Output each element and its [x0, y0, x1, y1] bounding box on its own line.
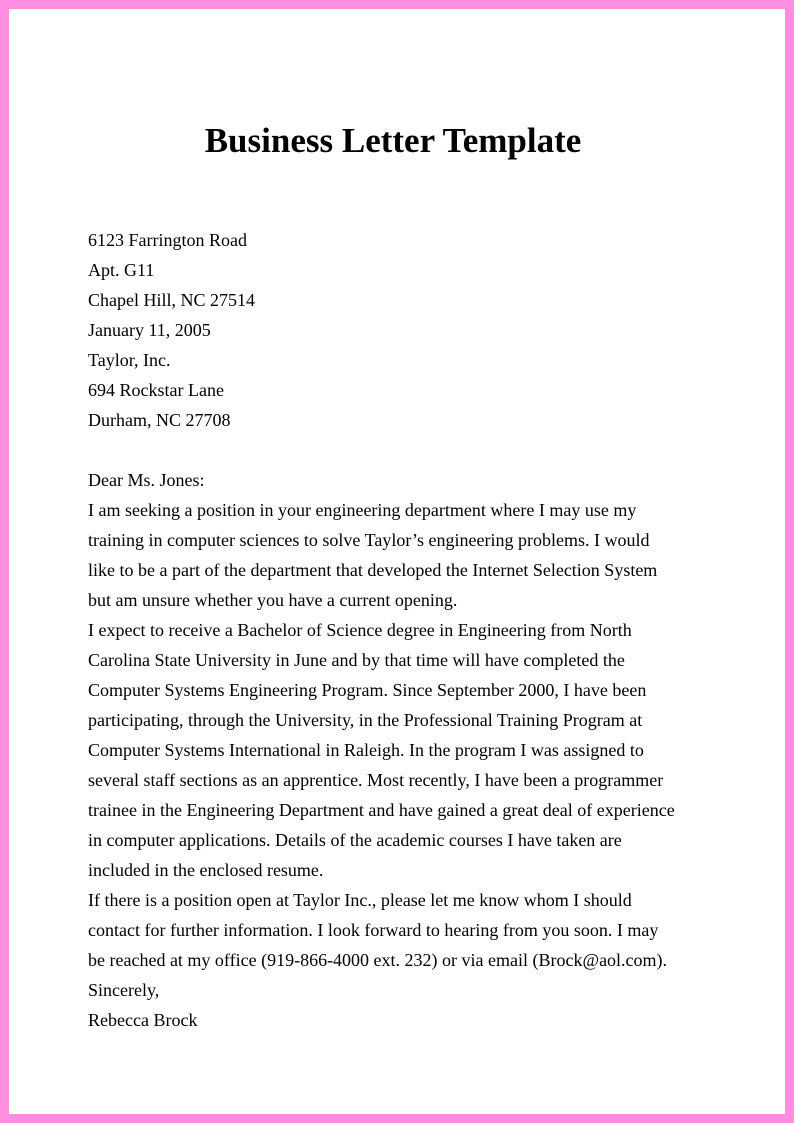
sender-address — [88, 225, 728, 315]
paragraph-line: contact for further information. I look forward to hearing from you soon. I may — [88, 920, 659, 940]
paragraph-2 — [88, 615, 728, 885]
letter-body — [88, 225, 728, 1035]
paragraph-line: be reached at my office (919-866-4000 ext. 232) or via email (Brock@aol.com). — [88, 950, 668, 970]
paragraph-line: I am seeking a position in your engineering department where I may use my — [88, 500, 637, 520]
spacer — [88, 435, 728, 465]
paragraph-3 — [88, 885, 728, 975]
paragraph-line: If there is a position open at Taylor Inc., please let me know whom I should — [88, 890, 632, 910]
document-title: Business Letter Template — [204, 121, 582, 160]
sender-address-line: Apt. G11 — [88, 260, 155, 280]
recipient-address-line: Taylor, Inc. — [88, 350, 171, 370]
closing: Sincerely, — [88, 980, 160, 1000]
paragraph-line: like to be a part of the department that developed the Internet Selection System — [88, 560, 658, 580]
recipient-address-line: Durham, NC 27708 — [88, 410, 231, 430]
recipient-address — [88, 345, 728, 435]
paragraph-line: participating, through the University, in the Professional Training Program at — [88, 710, 643, 730]
paragraph-line: included in the enclosed resume. — [88, 860, 324, 880]
paragraph-line: Computer Systems Engineering Program. Since September 2000, I have been — [88, 680, 647, 700]
paragraph-line: Carolina State University in June and by that time will have completed the — [88, 650, 625, 670]
paragraph-line: trainee in the Engineering Department and have gained a great deal of experience — [88, 800, 675, 820]
sender-address-line: 6123 Farrington Road — [88, 230, 247, 250]
paragraph-line: several staff sections as an apprentice. Most recently, I have been a programmer — [88, 770, 664, 790]
paragraph-line: Computer Systems International in Raleigh. In the program I was assigned to — [88, 740, 644, 760]
sender-address-line: Chapel Hill, NC 27514 — [88, 290, 255, 310]
paragraph-line: in computer applications. Details of the academic courses I have taken are — [88, 830, 622, 850]
paragraph-line: but am unsure whether you have a current opening. — [88, 590, 458, 610]
paragraph-line: training in computer sciences to solve Taylor’s engineering problems. I would — [88, 530, 650, 550]
paragraph-line: I expect to receive a Bachelor of Science degree in Engineering from North — [88, 620, 632, 640]
salutation: Dear Ms. Jones: — [88, 470, 205, 490]
recipient-address-line: 694 Rockstar Lane — [88, 380, 224, 400]
signature-name: Rebecca Brock — [88, 1010, 198, 1030]
letter-date: January 11, 2005 — [88, 320, 211, 340]
paragraph-1 — [88, 495, 728, 615]
